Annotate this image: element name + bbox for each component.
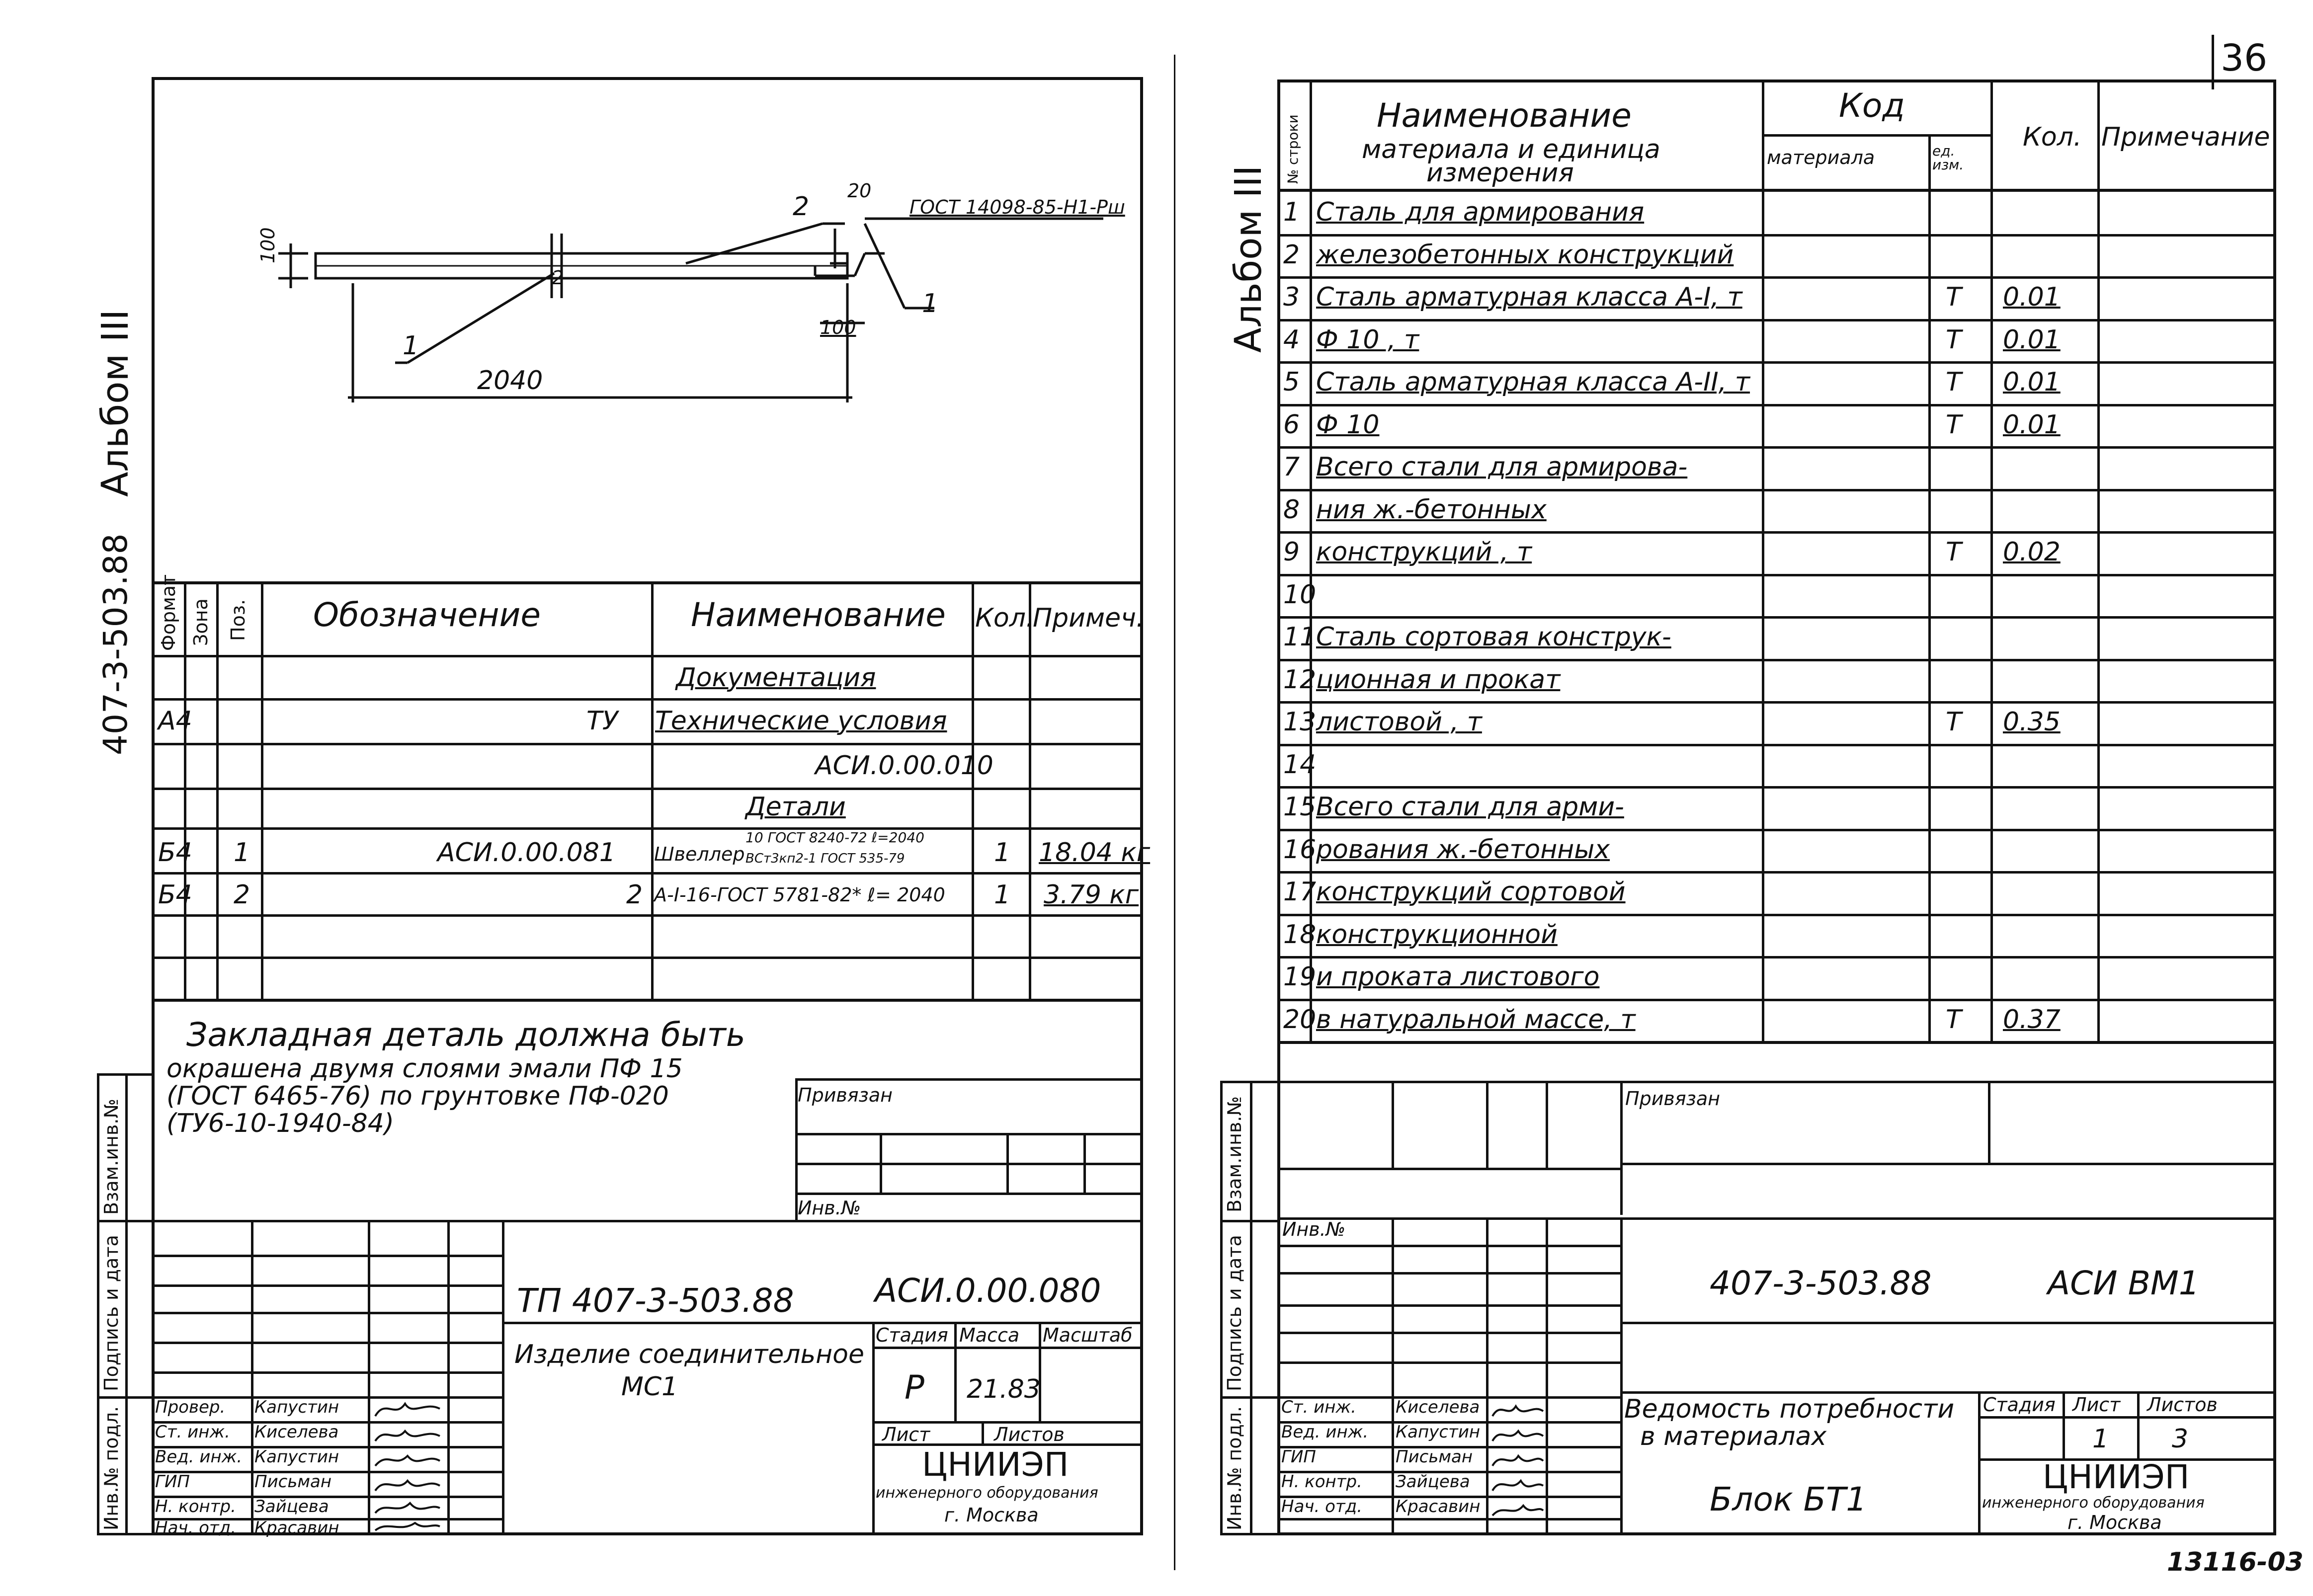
- staff-name: Капустин: [254, 1397, 339, 1417]
- left-tb-product-code: МС1: [621, 1372, 678, 1402]
- spec-row-format: Б4: [158, 838, 192, 868]
- mat-h-code-material: материала: [1767, 147, 1875, 168]
- mat-row-number: 7: [1283, 452, 1300, 482]
- right-inv-no: Инв.№: [1282, 1218, 1346, 1240]
- drawing-callout-1: 1: [403, 331, 419, 361]
- mat-row-unit: Т: [1946, 537, 1962, 567]
- spec-row-name: Документация: [676, 663, 876, 693]
- mat-row-number: 1: [1283, 197, 1300, 227]
- drawing-gost-label: ГОСТ 14098-85-Н1-Рш: [909, 196, 1125, 218]
- right-tb-project: 407-3-503.88: [1710, 1264, 1932, 1302]
- right-tb-org-sub: инженерного оборудования: [1982, 1494, 2205, 1512]
- staff-name: Зайцева: [1396, 1472, 1470, 1492]
- mat-row-number: 4: [1283, 324, 1300, 355]
- mat-row-unit: Т: [1946, 367, 1962, 397]
- left-stamp-vzam: Взам.инв.№: [100, 1099, 122, 1215]
- left-tb-product-name: Изделие соединительное: [514, 1340, 864, 1369]
- spec-row-pos: 2: [234, 880, 250, 910]
- drawing-callout-2: 2: [793, 192, 810, 222]
- mat-row-number: 12: [1283, 664, 1317, 695]
- right-privyazan: Привязан: [1625, 1088, 1720, 1110]
- mat-row-name: Ф 10 , т: [1316, 324, 1419, 355]
- spec-row-format: Б4: [158, 880, 192, 910]
- spec-row-qty: 1: [994, 838, 1011, 868]
- mat-row-name: ния ж.-бетонных: [1316, 494, 1547, 525]
- mat-row-name: листовой , т: [1316, 707, 1482, 737]
- left-doc-code-label: 407-3-503.88: [96, 533, 135, 755]
- left-tb-project: ТП 407-3-503.88: [517, 1281, 794, 1320]
- mat-row-name: Всего стали для арми-: [1316, 792, 1624, 822]
- spec-row-designation: ТУ: [586, 706, 618, 736]
- mat-row-qty: 0.02: [2003, 537, 2061, 567]
- staff-role: ГИП: [1281, 1447, 1316, 1467]
- spec-row-note: 18.04 кг: [1039, 838, 1151, 868]
- mat-row-name: Всего стали для армирова-: [1316, 452, 1688, 482]
- staff-role: Ст. инж.: [155, 1422, 230, 1442]
- left-tb-scale-h: Масштаб: [1043, 1324, 1133, 1346]
- spec-row-name: А-I-16-ГОСТ 5781-82* ℓ= 2040: [654, 884, 945, 906]
- left-tb-code: АСИ.0.00.080: [875, 1272, 1101, 1310]
- mat-row-name: и проката листового: [1316, 962, 1600, 992]
- spec-h-format: Формат: [158, 574, 179, 651]
- mat-row-qty: 0.01: [2003, 409, 2061, 440]
- staff-role: Нач. отд.: [1281, 1497, 1363, 1516]
- drawing-sketch: [159, 84, 1138, 581]
- spec-h-designation: Обозначение: [313, 596, 541, 634]
- mat-row-number: 11: [1283, 622, 1317, 652]
- mat-row-name: в натуральной массе, т: [1316, 1004, 1636, 1035]
- left-inv-no: Инв.№: [798, 1197, 861, 1219]
- staff-name: Зайцева: [254, 1497, 329, 1516]
- left-stamp-inv: Инв.№ подл.: [100, 1406, 122, 1530]
- spec-row-note: 3.79 кг: [1044, 880, 1139, 910]
- drawing-callout-2b: 2: [552, 267, 564, 289]
- spec-row-name: Технические условия: [655, 706, 947, 736]
- spec-h-zone: Зона: [190, 598, 212, 646]
- note-line: (ТУ6-10-1940-84): [166, 1109, 395, 1138]
- mat-row-qty: 0.37: [2003, 1004, 2061, 1035]
- mat-row-number: 20: [1283, 1004, 1317, 1035]
- drawing-dim-weld: 20: [847, 180, 872, 202]
- staff-role: ГИП: [155, 1472, 190, 1492]
- mat-row-number: 14: [1283, 749, 1317, 780]
- right-stamp-sign: Подпись и дата: [1224, 1235, 1245, 1391]
- mat-h-qty: Кол.: [2023, 122, 2082, 152]
- mat-row-number: 16: [1283, 834, 1317, 865]
- right-stamp-inv: Инв.№ подл.: [1224, 1406, 1245, 1530]
- mat-row-qty: 0.35: [2003, 707, 2061, 737]
- mat-h-name: Наименование: [1377, 96, 1632, 135]
- spec-h-note: Примеч.: [1033, 603, 1145, 633]
- right-tb-stage-h: Стадия: [1983, 1394, 2056, 1416]
- staff-role: Н. контр.: [155, 1497, 236, 1516]
- mat-row-number: 19: [1283, 962, 1317, 992]
- staff-name: Красавин: [1396, 1497, 1481, 1516]
- staff-name: Красавин: [254, 1518, 339, 1538]
- drawing-dim-height: 100: [257, 227, 279, 263]
- mat-row-name: Сталь для армирования: [1316, 197, 1645, 227]
- mat-row-number: 2: [1283, 239, 1300, 270]
- mat-row-name: Сталь сортовая конструк-: [1316, 622, 1671, 652]
- staff-name: Капустин: [254, 1447, 339, 1467]
- right-album-label: Альбом III: [1227, 165, 1270, 353]
- spec-h-pos: Поз.: [227, 599, 249, 641]
- mat-row-name: Сталь арматурная класса А-I, т: [1316, 282, 1742, 312]
- mat-h-note: Примечание: [2101, 122, 2270, 152]
- right-tb-code: АСИ ВМ1: [2048, 1264, 2200, 1302]
- note-line: Закладная деталь должна быть: [186, 1016, 745, 1054]
- right-tb-doc-name: Ведомость потребности: [1624, 1394, 1955, 1424]
- note-line: (ГОСТ 6465-76) по грунтовке ПФ-020: [166, 1081, 669, 1111]
- spec-row-pos: 1: [234, 838, 250, 868]
- left-stamp-sign: Подпись и дата: [100, 1235, 122, 1391]
- mat-h-code: Код: [1839, 86, 1905, 125]
- page-number: 36: [2221, 37, 2268, 80]
- mat-h-name3: измерения: [1426, 158, 1574, 188]
- spec-row-format: А4: [158, 706, 192, 736]
- signatures: [370, 1396, 445, 1535]
- mat-row-unit: Т: [1946, 1004, 1962, 1035]
- mat-row-name: ционная и прокат: [1316, 664, 1561, 695]
- spec-row-designation: 2: [626, 880, 643, 910]
- right-tb-sheets-h: Листов: [2147, 1394, 2218, 1416]
- right-stamp-vzam: Взам.инв.№: [1224, 1096, 1245, 1212]
- staff-role: Вед. инж.: [1281, 1422, 1369, 1442]
- mat-row-number: 5: [1283, 367, 1300, 397]
- left-tb-stage: Р: [905, 1368, 924, 1407]
- left-tb-sheets-h: Листов: [994, 1424, 1065, 1445]
- left-tb-org: ЦНИИЭП: [922, 1445, 1069, 1484]
- staff-name: Письман: [254, 1472, 332, 1492]
- mat-row-number: 9: [1283, 537, 1300, 567]
- mat-row-qty: 0.01: [2003, 324, 2061, 355]
- right-tb-city: г. Москва: [2067, 1512, 2162, 1533]
- mat-h-code-unit: ед. изм.: [1932, 143, 1964, 173]
- fold-line: [1174, 55, 1175, 1570]
- spec-row-name: АСИ.0.00.010: [815, 751, 993, 781]
- spec-row-name: Детали: [745, 792, 846, 822]
- left-album-label: Альбом III: [94, 309, 137, 497]
- spec-row-qty: 1: [994, 880, 1011, 910]
- mat-row-number: 15: [1283, 792, 1317, 822]
- staff-name: Киселева: [254, 1422, 339, 1442]
- mat-h-rowno: № строки: [1285, 114, 1301, 184]
- staff-role: Н. контр.: [1281, 1472, 1362, 1492]
- signatures: [1488, 1396, 1546, 1535]
- mat-row-unit: Т: [1946, 409, 1962, 440]
- mat-row-name: Ф 10: [1316, 409, 1380, 440]
- mat-h-name2: материала и единица: [1362, 135, 1660, 164]
- mat-row-unit: Т: [1946, 707, 1962, 737]
- staff-role: Нач. отд.: [155, 1518, 237, 1538]
- left-privyazan: Привязан: [798, 1084, 893, 1106]
- mat-row-number: 6: [1283, 409, 1300, 440]
- staff-role: Провер.: [155, 1397, 226, 1417]
- mat-row-number: 17: [1283, 877, 1317, 907]
- spec-row-name-sub: ВСт3кп2-1 ГОСТ 535-79: [745, 851, 905, 866]
- mat-row-number: 18: [1283, 919, 1317, 950]
- right-tb-sheets: 3: [2172, 1424, 2189, 1454]
- mat-row-name: железобетонных конструкций: [1316, 239, 1734, 270]
- mat-row-name: конструкций , т: [1316, 537, 1532, 567]
- left-tb-mass: 21.83: [967, 1374, 1041, 1404]
- drawing-dim-length: 2040: [477, 366, 543, 396]
- spec-row-designation: АСИ.0.00.081: [437, 838, 616, 868]
- spec-h-qty: Кол.: [975, 603, 1034, 633]
- mat-row-number: 8: [1283, 494, 1300, 525]
- mat-row-unit: Т: [1946, 324, 1962, 355]
- mat-row-number: 13: [1283, 707, 1317, 737]
- footer-code: 13116-03: [2167, 1547, 2304, 1577]
- right-tb-sheet-h: Лист: [2072, 1394, 2121, 1416]
- mat-row-number: 3: [1283, 282, 1300, 312]
- spec-h-name: Наименование: [691, 596, 946, 634]
- right-tb-doc-name2: в материалах: [1640, 1422, 1827, 1451]
- drawing-callout-1b: 1: [922, 289, 939, 319]
- left-tb-stage-h: Стадия: [876, 1324, 948, 1346]
- mat-row-name: рования ж.-бетонных: [1316, 834, 1610, 865]
- right-tb-sheet: 1: [2092, 1424, 2109, 1454]
- staff-role: Вед. инж.: [155, 1447, 243, 1467]
- spec-row-name: Швеллер: [654, 843, 745, 865]
- left-tb-mass-h: Масса: [959, 1324, 1020, 1346]
- mat-row-qty: 0.01: [2003, 367, 2061, 397]
- mat-row-name: конструкционной: [1316, 919, 1558, 950]
- mat-row-unit: Т: [1946, 282, 1962, 312]
- left-tb-org-sub: инженерного оборудования: [876, 1484, 1098, 1502]
- staff-role: Ст. инж.: [1281, 1397, 1356, 1417]
- spec-row-name-sup: 10 ГОСТ 8240-72 ℓ=2040: [745, 829, 924, 846]
- left-tb-sheet-h: Лист: [882, 1424, 930, 1445]
- left-tb-city: г. Москва: [944, 1504, 1039, 1526]
- mat-row-name: Сталь арматурная класса А-II, т: [1316, 367, 1750, 397]
- right-tb-block: Блок БТ1: [1710, 1480, 1867, 1518]
- note-line: окрашена двумя слоями эмали ПФ 15: [166, 1054, 683, 1084]
- staff-name: Капустин: [1396, 1422, 1481, 1442]
- mat-row-number: 10: [1283, 579, 1317, 610]
- staff-name: Письман: [1396, 1447, 1473, 1467]
- drawing-dim-section: 100: [820, 317, 856, 338]
- right-tb-org: ЦНИИЭП: [2043, 1458, 2190, 1496]
- mat-row-qty: 0.01: [2003, 282, 2061, 312]
- mat-row-name: конструкций сортовой: [1316, 877, 1626, 907]
- staff-name: Киселева: [1396, 1397, 1480, 1417]
